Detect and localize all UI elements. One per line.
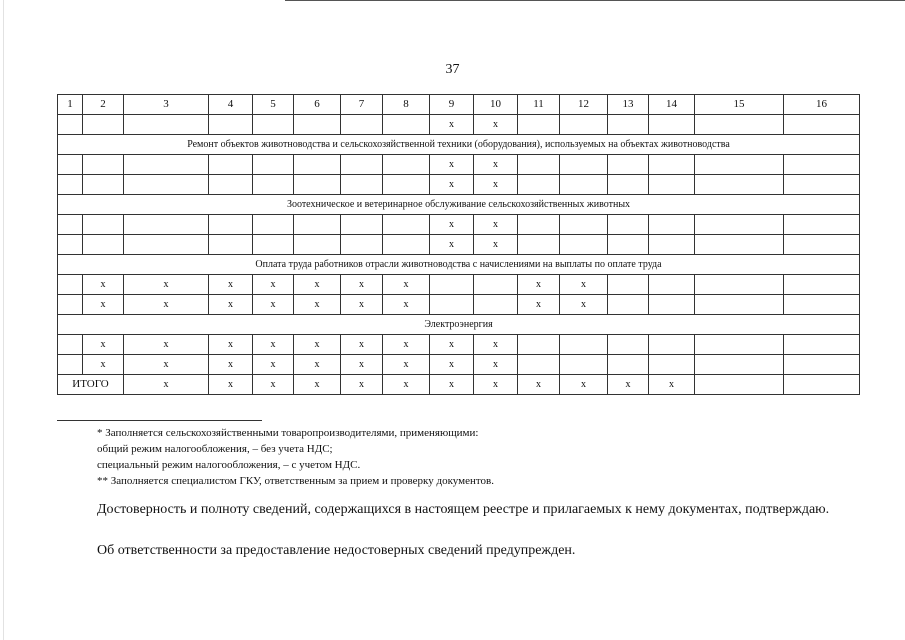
table-cell xyxy=(518,235,560,255)
table-cell: x xyxy=(383,335,430,355)
table-cell xyxy=(649,115,695,135)
table-cell xyxy=(784,235,860,255)
table-cell xyxy=(253,235,294,255)
table-cell xyxy=(695,295,784,315)
column-header: 5 xyxy=(253,95,294,115)
table-cell xyxy=(695,375,784,395)
table-cell xyxy=(560,335,608,355)
table-cell xyxy=(649,155,695,175)
table-cell: x xyxy=(518,295,560,315)
table-cell xyxy=(294,175,341,195)
table-cell: x xyxy=(474,215,518,235)
table-row xyxy=(58,295,860,315)
table-cell xyxy=(124,115,209,135)
table-cell xyxy=(124,215,209,235)
table-cell xyxy=(58,335,83,355)
top-rule xyxy=(285,0,905,1)
table-cell xyxy=(209,235,253,255)
table-cell: x xyxy=(253,375,294,395)
table-cell xyxy=(518,115,560,135)
table-cell xyxy=(649,235,695,255)
table-cell: x xyxy=(560,275,608,295)
table-cell xyxy=(608,335,649,355)
table-cell xyxy=(695,215,784,235)
table-cell xyxy=(784,335,860,355)
table-cell xyxy=(784,215,860,235)
table-cell: x xyxy=(518,375,560,395)
column-header: 3 xyxy=(124,95,209,115)
table-cell xyxy=(608,275,649,295)
table-cell xyxy=(383,155,430,175)
table-cell xyxy=(209,115,253,135)
table-cell xyxy=(695,175,784,195)
table-cell xyxy=(649,215,695,235)
section-title: Электроэнергия xyxy=(58,315,860,335)
table-cell xyxy=(560,215,608,235)
table-row xyxy=(58,155,860,175)
table-row xyxy=(58,115,860,135)
table-cell xyxy=(83,235,124,255)
table-cell xyxy=(58,295,83,315)
footnote-1: * Заполняется сельскохозяйственными товаропроизводителями, применяющими: xyxy=(97,427,479,439)
table-cell xyxy=(124,235,209,255)
table-cell: x xyxy=(430,175,474,195)
table-row xyxy=(58,175,860,195)
table-cell xyxy=(560,355,608,375)
table-cell xyxy=(294,215,341,235)
table-cell xyxy=(58,175,83,195)
total-row xyxy=(58,375,860,395)
table-cell: x xyxy=(430,155,474,175)
column-header: 10 xyxy=(474,95,518,115)
table-cell: x xyxy=(560,295,608,315)
table-cell: x xyxy=(430,355,474,375)
section-title: Оплата труда работников отрасли животноводства с начислениями на выплаты по оплате труда xyxy=(58,255,860,275)
table-cell: x xyxy=(124,375,209,395)
table-cell: x xyxy=(83,355,124,375)
footnote-3: специальный режим налогообложения, – с учетом НДС. xyxy=(97,459,361,471)
table-cell xyxy=(560,235,608,255)
table-cell: x xyxy=(608,375,649,395)
table-cell: x xyxy=(209,375,253,395)
table-cell xyxy=(608,235,649,255)
table-cell: x xyxy=(83,295,124,315)
table-cell: x xyxy=(294,295,341,315)
section-title: Зоотехническое и ветеринарное обслуживание сельскохозяйственных животных xyxy=(58,195,860,215)
table-cell xyxy=(294,115,341,135)
table-cell xyxy=(649,175,695,195)
table-cell: x xyxy=(209,335,253,355)
table-cell xyxy=(560,155,608,175)
table-cell xyxy=(83,175,124,195)
table-cell xyxy=(124,175,209,195)
certification-statement: Достоверность и полноту сведений, содержащихся в настоящем реестре и прилагаемых к нему документах, подтверждаю. xyxy=(97,502,830,517)
table-cell xyxy=(518,175,560,195)
table-cell: x xyxy=(294,335,341,355)
table-cell xyxy=(341,155,383,175)
table-cell xyxy=(695,115,784,135)
table-cell xyxy=(58,155,83,175)
table-cell xyxy=(608,355,649,375)
table-cell xyxy=(209,155,253,175)
table-cell: x xyxy=(474,115,518,135)
table-cell: x xyxy=(474,175,518,195)
table-cell xyxy=(58,215,83,235)
table-cell xyxy=(124,155,209,175)
table-cell xyxy=(58,115,83,135)
table-cell xyxy=(784,355,860,375)
table-cell: x xyxy=(341,375,383,395)
table-cell xyxy=(253,115,294,135)
table-cell xyxy=(253,215,294,235)
section-title: Ремонт объектов животноводства и сельскохозяйственной техники (оборудования), используемых на объектах животноводства xyxy=(58,135,860,155)
table-row xyxy=(58,275,860,295)
responsibility-statement: Об ответственности за предоставление недостоверных сведений предупрежден. xyxy=(97,543,576,558)
table-header-row xyxy=(58,95,860,115)
table-cell: x xyxy=(383,275,430,295)
table-cell xyxy=(383,175,430,195)
table-cell xyxy=(58,235,83,255)
table-cell xyxy=(695,235,784,255)
page-number: 37 xyxy=(445,62,460,77)
table-cell xyxy=(341,235,383,255)
table-cell xyxy=(784,175,860,195)
table-cell: x xyxy=(209,355,253,375)
table-cell: x xyxy=(253,335,294,355)
table-cell: x xyxy=(341,335,383,355)
column-header: 4 xyxy=(209,95,253,115)
table-cell xyxy=(695,275,784,295)
column-header: 2 xyxy=(83,95,124,115)
table-cell xyxy=(83,115,124,135)
column-header: 11 xyxy=(518,95,560,115)
table-cell: x xyxy=(294,355,341,375)
table-cell: x xyxy=(124,275,209,295)
table-cell: x xyxy=(383,295,430,315)
table-row xyxy=(58,335,860,355)
table-cell: x xyxy=(124,295,209,315)
table-cell: x xyxy=(430,115,474,135)
table-cell xyxy=(253,175,294,195)
table-cell xyxy=(784,115,860,135)
table-cell xyxy=(608,215,649,235)
table-cell: x xyxy=(253,275,294,295)
table-cell xyxy=(608,175,649,195)
table-cell xyxy=(341,175,383,195)
column-header: 6 xyxy=(294,95,341,115)
table-cell: x xyxy=(209,295,253,315)
column-header: 16 xyxy=(784,95,860,115)
table-cell xyxy=(430,295,474,315)
footnote-2: общий режим налогообложения, – без учета НДС; xyxy=(97,443,333,455)
table-cell: x xyxy=(518,275,560,295)
table-cell xyxy=(518,155,560,175)
table-cell: x xyxy=(383,355,430,375)
footnote-rule xyxy=(57,420,262,421)
section-row xyxy=(58,315,860,335)
table-cell xyxy=(608,295,649,315)
table-cell xyxy=(209,175,253,195)
table-cell xyxy=(341,215,383,235)
table-cell xyxy=(649,295,695,315)
table-cell xyxy=(474,275,518,295)
table-cell xyxy=(253,155,294,175)
table-row xyxy=(58,215,860,235)
table-cell: x xyxy=(124,355,209,375)
column-header: 15 xyxy=(695,95,784,115)
section-row xyxy=(58,195,860,215)
total-label: ИТОГО xyxy=(58,375,124,395)
table-cell xyxy=(518,215,560,235)
footnotes xyxy=(97,425,494,489)
table-cell xyxy=(383,235,430,255)
table-cell xyxy=(383,115,430,135)
table-row xyxy=(58,355,860,375)
table-cell: x xyxy=(294,275,341,295)
table-cell xyxy=(784,155,860,175)
footnote-4: ** Заполняется специалистом ГКУ, ответственным за прием и проверку документов. xyxy=(97,475,494,487)
table-cell xyxy=(608,155,649,175)
table-cell: x xyxy=(83,335,124,355)
table-cell: x xyxy=(430,375,474,395)
page-edge xyxy=(3,0,4,640)
table-cell xyxy=(784,375,860,395)
column-header: 1 xyxy=(58,95,83,115)
table-cell: x xyxy=(341,295,383,315)
table-cell xyxy=(695,335,784,355)
table-cell xyxy=(474,295,518,315)
table-cell: x xyxy=(649,375,695,395)
table-cell xyxy=(294,235,341,255)
table-cell xyxy=(695,155,784,175)
table-cell: x xyxy=(341,275,383,295)
table-cell: x xyxy=(474,335,518,355)
column-header: 14 xyxy=(649,95,695,115)
table-cell xyxy=(784,295,860,315)
table-cell: x xyxy=(474,155,518,175)
table-cell: x xyxy=(341,355,383,375)
table-cell xyxy=(430,275,474,295)
table-cell: x xyxy=(560,375,608,395)
table-cell xyxy=(560,175,608,195)
table-cell: x xyxy=(124,335,209,355)
table-cell xyxy=(518,335,560,355)
section-row xyxy=(58,135,860,155)
column-header: 13 xyxy=(608,95,649,115)
table-cell xyxy=(209,215,253,235)
column-header: 12 xyxy=(560,95,608,115)
table-row xyxy=(58,235,860,255)
table-cell xyxy=(784,275,860,295)
table-cell: x xyxy=(294,375,341,395)
column-header: 9 xyxy=(430,95,474,115)
table-cell: x xyxy=(474,355,518,375)
table-cell: x xyxy=(474,375,518,395)
table-cell: x xyxy=(83,275,124,295)
table-cell xyxy=(58,275,83,295)
table-cell: x xyxy=(253,355,294,375)
table-cell xyxy=(649,335,695,355)
table-cell xyxy=(649,275,695,295)
table-cell: x xyxy=(430,235,474,255)
column-header: 8 xyxy=(383,95,430,115)
table-cell: x xyxy=(430,215,474,235)
table-cell xyxy=(83,155,124,175)
table-cell xyxy=(341,115,383,135)
table-cell xyxy=(83,215,124,235)
table-cell xyxy=(649,355,695,375)
table-cell: x xyxy=(430,335,474,355)
table-cell xyxy=(294,155,341,175)
table-cell xyxy=(560,115,608,135)
table-cell: x xyxy=(253,295,294,315)
table-cell xyxy=(608,115,649,135)
table-cell: x xyxy=(474,235,518,255)
table-cell xyxy=(58,355,83,375)
table-cell xyxy=(518,355,560,375)
table-cell xyxy=(383,215,430,235)
section-row xyxy=(58,255,860,275)
registry-table xyxy=(57,94,860,395)
table-cell xyxy=(695,355,784,375)
table-cell: x xyxy=(209,275,253,295)
column-header: 7 xyxy=(341,95,383,115)
table-cell: x xyxy=(383,375,430,395)
